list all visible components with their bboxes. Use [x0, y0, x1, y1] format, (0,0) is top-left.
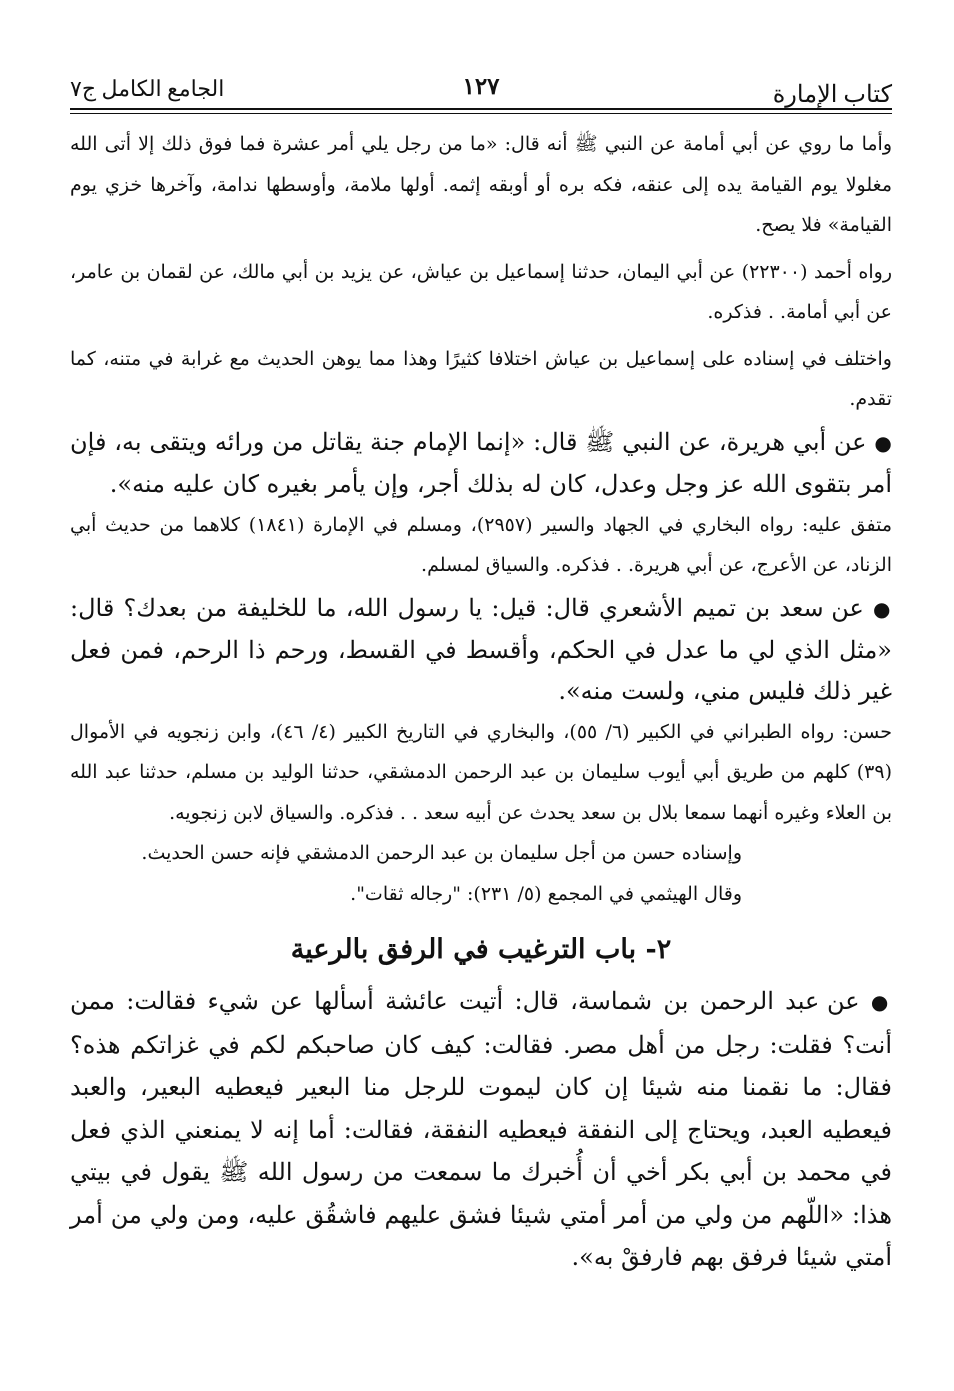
takhrij-note-1: متفق عليه: رواه البخاري في الجهاد والسير (٢٩٥٧)، ومسلم في الإمارة (١٨٤١) كلاهما من حديث أبي الزناد، عن الأعرج، عن أبي هريرة. . فذكره. والسياق لمسلم. — [70, 513, 892, 576]
hadith-text: عن عبد الرحمن بن شماسة، قال: أتيت عائشة أسألها عن شيء فقالت: ممن أنت؟ فقلت: رجل من أهل مصر. فقالت: كيف كان صاحبكم لكم في غزاتكم هذه؟ فقال: ما نقمنا منه شيئا إن كان ليموت للرجل منا البعير فيعطيه البعير، والعبد فيعطيه العبد، ويحتاج إلى النفقة فيعطيه النفقة، فقالت: أما إنه لا يمنعني الذي فعل في محمد بن أبي بكر أخي أن أُخبرك ما سمعت من رسول الله ﷺ يقول في بيتي هذا: «اللّهم من ولي من أمر أمتي شيئا فشق عليهم فاشقُق عليه، ومن ولي من أمر أمتي شيئا فرفق بهم فارفقْ به». — [70, 987, 892, 1271]
header-rule-thin — [70, 113, 892, 114]
bullet-icon: ● — [873, 596, 892, 621]
running-header — [70, 62, 892, 108]
takhrij-note-2: حسن: رواه الطبراني في الكبير (٦/ ٥٥)، والبخاري في التاريخ الكبير (٤/ ٤٦)، وابن زنجويه في الأموال (٣٩) كلهم من طريق أبي أيوب سليمان بن عبد الرحمن الدمشقي، حدثنا الوليد بن مسلم، حدثنا عبد الله بن العلاء وغيره أنهما سمعا بلال بن سعد يحدث عن أبيه سعد . . فذكره. والسياق لابن زنجويه. — [70, 720, 892, 824]
hadith-text: عن سعد بن تميم الأشعري قال: قيل: يا رسول الله، ما للخليفة من بعدك؟ قال: «مثل الذي لي ما عدل في الحكم، وأقسط في القسط، ورحم ذا الرحم، فمن فعل غير ذلك فليس مني، ولست منه». — [70, 593, 892, 705]
haythami-note: وقال الهيثمي في المجمع (٥/ ٢٣١): "رجاله ثقات". — [350, 882, 742, 905]
paragraph-isnad-dispute: واختلف في إسناده على إسماعيل بن عياش اختلافا كثيرًا وهذا مما يوهن الحديث مع غرابة في متنه، كما تقدم. — [70, 347, 892, 410]
chapter-heading: ٢- باب الترغيب في الرفق بالرعية — [290, 934, 672, 965]
bullet-icon: ● — [870, 990, 892, 1014]
hadith-aisha — [70, 980, 892, 1279]
isnad-grading-note: وإسناده حسن من أجل سليمان بن عبد الرحمن الدمشقي فإنه حسن الحديث. — [141, 842, 742, 864]
book-running-title: الجامع الكامل ج٧ — [70, 76, 225, 101]
page-number: ١٢٧ — [462, 74, 500, 99]
hadith-abu-huraira — [70, 422, 892, 505]
header-rule — [70, 108, 892, 110]
paragraph-ahmad-narration: رواه أحمد (٢٢٣٠٠) عن أبي اليمان، حدثنا إسماعيل بن عياش، عن يزيد بن أبي مالك، عن لقمان بن عامر، عن أبي أمامة. . فذكره. — [70, 260, 892, 323]
hadith-text: عن أبي هريرة، عن النبي ﷺ قال: «إنما الإمام جنة يقاتل من ورائه ويتقى به، فإن أمر بتقوى الله عز وجل وعدل، كان له بذلك أجر، وإن يأمر بغيره كان عليه منه». — [70, 427, 892, 498]
bullet-icon: ● — [874, 430, 892, 455]
paragraph-abu-umama: وأما ما روي عن أبي أمامة عن النبي ﷺ أنه قال: «ما من رجل يلي أمر عشرة فما فوق ذلك إلا أتى الله مغلولا يوم القيامة يده إلى عنقه، فكه بره أو أوبقه إثمه. أولها ملامة، وأوسطها ندامة، وآخرها خزي يوم القيامة» فلا يصح. — [70, 133, 892, 236]
hadith-saad-tamim — [70, 588, 892, 712]
chapter-running-title: كتاب الإمارة — [772, 82, 892, 108]
